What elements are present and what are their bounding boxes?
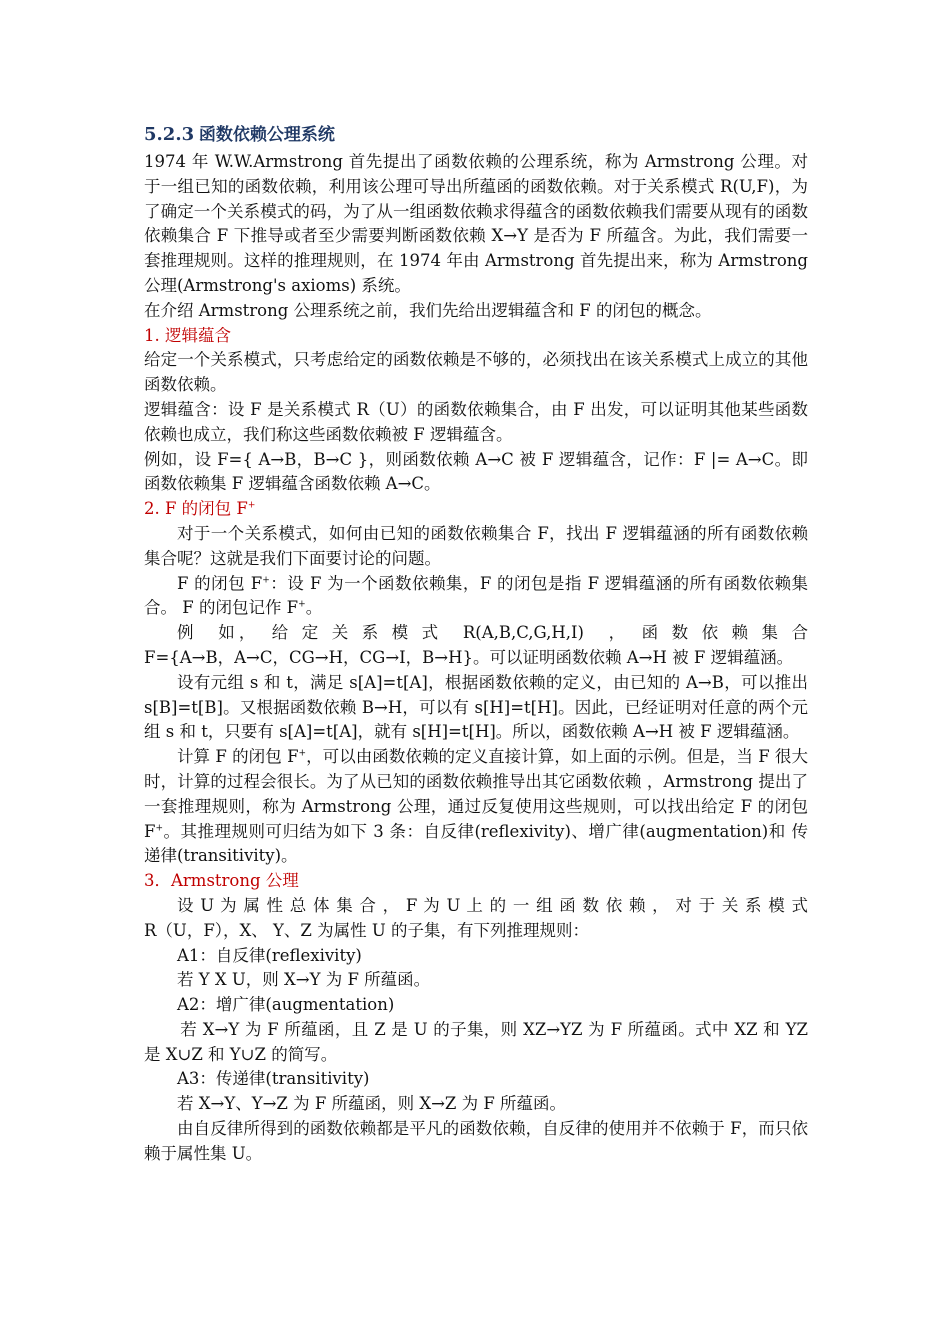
subheading-logical-implication: 1. 逻辑蕴含 — [144, 325, 231, 345]
superscript-plus: + — [247, 500, 256, 511]
paragraph-2e-part2: ，可以由函数依赖的定义直接计算，如上面的示例。但是，当 F 很大时，计算的过程会很长。为了从已知的函数依赖推导出其它函数依赖 ，Armstrong 提出了一套推理规则，称为 Armstrong 公理，通过反复使用这些规则，可以找出给定 F 的闭包 F — [144, 747, 808, 841]
subheading-armstrong: 3．Armstrong 公理 — [144, 871, 299, 891]
axiom-a1-body: 若 Y X U，则 X→Y 为 F 所蕴函。 — [177, 970, 431, 990]
paragraph-2a: 对于一个关系模式，如何由已知的函数依赖集合 F，找出 F 逻辑蕴涵的所有函数依赖集合呢？这就是我们下面要讨论的问题。 — [144, 523, 808, 568]
paragraph-2c-line1: 例 如， 给 定 关 系 模 式 R(A,B,C,G,H,I) ， 函 数 依 赖 集 合 — [177, 623, 808, 643]
paragraph-2b-part3: 。 — [305, 598, 323, 618]
subheading-closure-text: 2. F 的闭包 F — [144, 499, 248, 519]
section-number: 5.2.3 — [144, 124, 195, 145]
paragraph-1c: 例如，设 F={ A→B，B→C }，则函数依赖 A→C 被 F 逻辑蕴含，记作：F |= A→C。即函数依赖集 F 逻辑蕴含函数依赖 A→C。 — [144, 449, 808, 494]
paragraph-3a-rest: R（U，F），X、 Y、Z 为属性 U 的子集，有下列推理规则： — [144, 920, 590, 940]
axiom-a1-title: A1：自反律(reflexivity) — [177, 945, 362, 965]
superscript-plus: + — [262, 575, 270, 586]
paragraph-1b: 逻辑蕴含：设 F 是关系模式 R（U）的函数依赖集合，由 F 出发，可以证明其他某些函数依赖也成立，我们称这些函数依赖被 F 逻辑蕴含。 — [144, 399, 808, 444]
document-page — [144, 120, 808, 1167]
paragraph-2e — [144, 745, 808, 869]
axiom-a3-body: 若 X→Y、Y→Z 为 F 所蕴函，则 X→Z 为 F 所蕴函。 — [177, 1094, 567, 1114]
section-title: 函数依赖公理系统 — [198, 125, 335, 144]
paragraph-2d: 设有元组 s 和 t，满足 s[A]=t[A]，根据函数依赖的定义，由已知的 A→B，可以推出 s[B]=t[B]。又根据函数依赖 B→H，可以有 s[H]=t[H]。因此，已经证明对任意的两个元组 s 和 t，只要有 s[A]=t[A]，就有 s[H]=t[H]。所以，函数依赖 A→H 被 F 逻辑蕴涵。 — [144, 672, 808, 742]
closing-paragraph: 由自反律所得到的函数依赖都是平凡的函数依赖，自反律的使用并不依赖于 F，而只依赖于属性集 U。 — [144, 1119, 808, 1163]
section-heading — [144, 120, 808, 150]
intro-paragraph: 1974 年 W.W.Armstrong 首先提出了函数依赖的公理系统，称为 Armstrong 公理。对于一组已知的函数依赖，利用该公理可导出所蕴函的函数依赖。对于关系模式 R(U,F)，为了确定一个关系模式的码，为了从一组函数依赖求得蕴含的函数依赖我们需要从现有的函数依赖集合 F 下推导或者至少需要判断函数依赖 X→Y 是否为 F 所蕴含。为此，我们需要一套推理规则。这样的推理规则，在 1974 年由 Armstrong 首先提出来，称为 Armstrong 公理(Armstrong's axioms) 系统。 — [144, 152, 808, 295]
paragraph-2b — [144, 572, 808, 622]
paragraph-2c-rest: F={A→B，A→C，CG→H，CG→I，B→H}。可以证明函数依赖 A→H 被 F 逻辑蕴涵。 — [144, 647, 794, 667]
before-paragraph: 在介绍 Armstrong 公理系统之前，我们先给出逻辑蕴含和 F 的闭包的概念。 — [144, 300, 712, 320]
paragraph-1a: 给定一个关系模式，只考虑给定的函数依赖是不够的，必须找出在该关系模式上成立的其他函数依赖。 — [144, 350, 808, 395]
subheading-closure — [144, 497, 808, 522]
paragraph-2e-part3: 。其推理规则可归结为如下 3 条：自反律(reflexivity)、增广律(augmentation)和 传递律(transitivity)。 — [144, 821, 808, 866]
axiom-a2-body: 若 X→Y 为 F 所蕴函，且 Z 是 U 的子集，则 XZ→YZ 为 F 所蕴函。式中 XZ 和 YZ 是 X∪Z 和 Y∪Z 的简写。 — [144, 1019, 808, 1064]
paragraph-2b-part1: F 的闭包 F — [177, 573, 263, 593]
paragraph-2e-part1: 计算 F 的闭包 F — [177, 747, 299, 767]
axiom-a2-title: A2：增广律(augmentation) — [177, 995, 395, 1015]
superscript-plus: + — [298, 748, 307, 759]
superscript-plus: + — [155, 823, 163, 834]
paragraph-2b-part2: ：设 F 为一个函数依赖集，F 的闭包是指 F 逻辑蕴涵的所有函数依赖集合。 F 的闭包记作 F — [144, 573, 809, 618]
axiom-a3-title: A3：传递律(transitivity) — [177, 1069, 370, 1089]
superscript-plus: + — [298, 599, 306, 610]
paragraph-3a-line1: 设 U 为 属 性 总 体 集 合 ， F 为 U 上 的 一 组 函 数 依 赖 ， 对 于 关 系 模 式 — [177, 895, 808, 915]
